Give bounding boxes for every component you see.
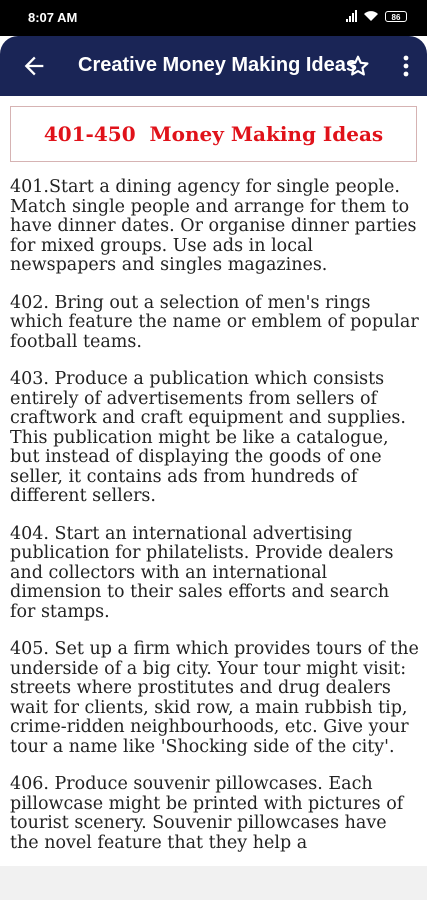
arrow-back-icon[interactable] [20,52,48,80]
article-content[interactable] [10,178,420,864]
idea-paragraph: 403. Produce a publication which consists entirely of advertisements from sellers of craftwork and craft equipment and supplies. This publication might be like a catalogue, but instead of displaying the goods of one seller, it contains ads from hundreds of different sellers. [10,369,406,506]
status-time: 8:07 AM [28,10,78,25]
battery-level: 86 [391,12,401,22]
app-title: Creative Money Making Ideas [78,54,357,76]
idea-paragraph: 406. Produce souvenir pillowcases. Each pillowcase might be printed with pictures of tourist scenery. Souvenir pillowcases have the novel feature that they help a [10,774,404,853]
star-outline-icon[interactable] [345,53,371,79]
app-bar [0,36,427,96]
status-icons [346,10,407,22]
idea-paragraph: 401.Start a dining agency for single people. Match single people and arrange for them to have dinner dates. Or organise dinner parties for mixed groups. Use ads in local newspapers and singles magazines. [10,177,417,275]
battery-icon [385,11,407,22]
section-header: 401-450 Money Making Ideas [10,106,417,162]
bottom-bar [0,866,427,900]
idea-paragraph: 404. Start an international advertising publication for philatelists. Provide dealers and collectors with an international dimension to their sales efforts and search for stamps. [10,523,394,622]
idea-paragraph: 402. Bring out a selection of men's rings which feature the name or emblem of popular football teams. [10,292,419,352]
status-bar [0,0,427,36]
more-vert-icon[interactable] [401,53,411,79]
cell-signal-icon [346,10,357,22]
wifi-icon [363,10,379,22]
idea-paragraph: 405. Set up a firm which provides tours of the underside of a big city. Your tour might visit: streets where prostitutes and drug dealers wait for clients, skid row, a main rubbish tip, crime-ridden neighbourhoods, etc. Give your tour a name like 'Shocking side of the city'. [10,639,419,757]
